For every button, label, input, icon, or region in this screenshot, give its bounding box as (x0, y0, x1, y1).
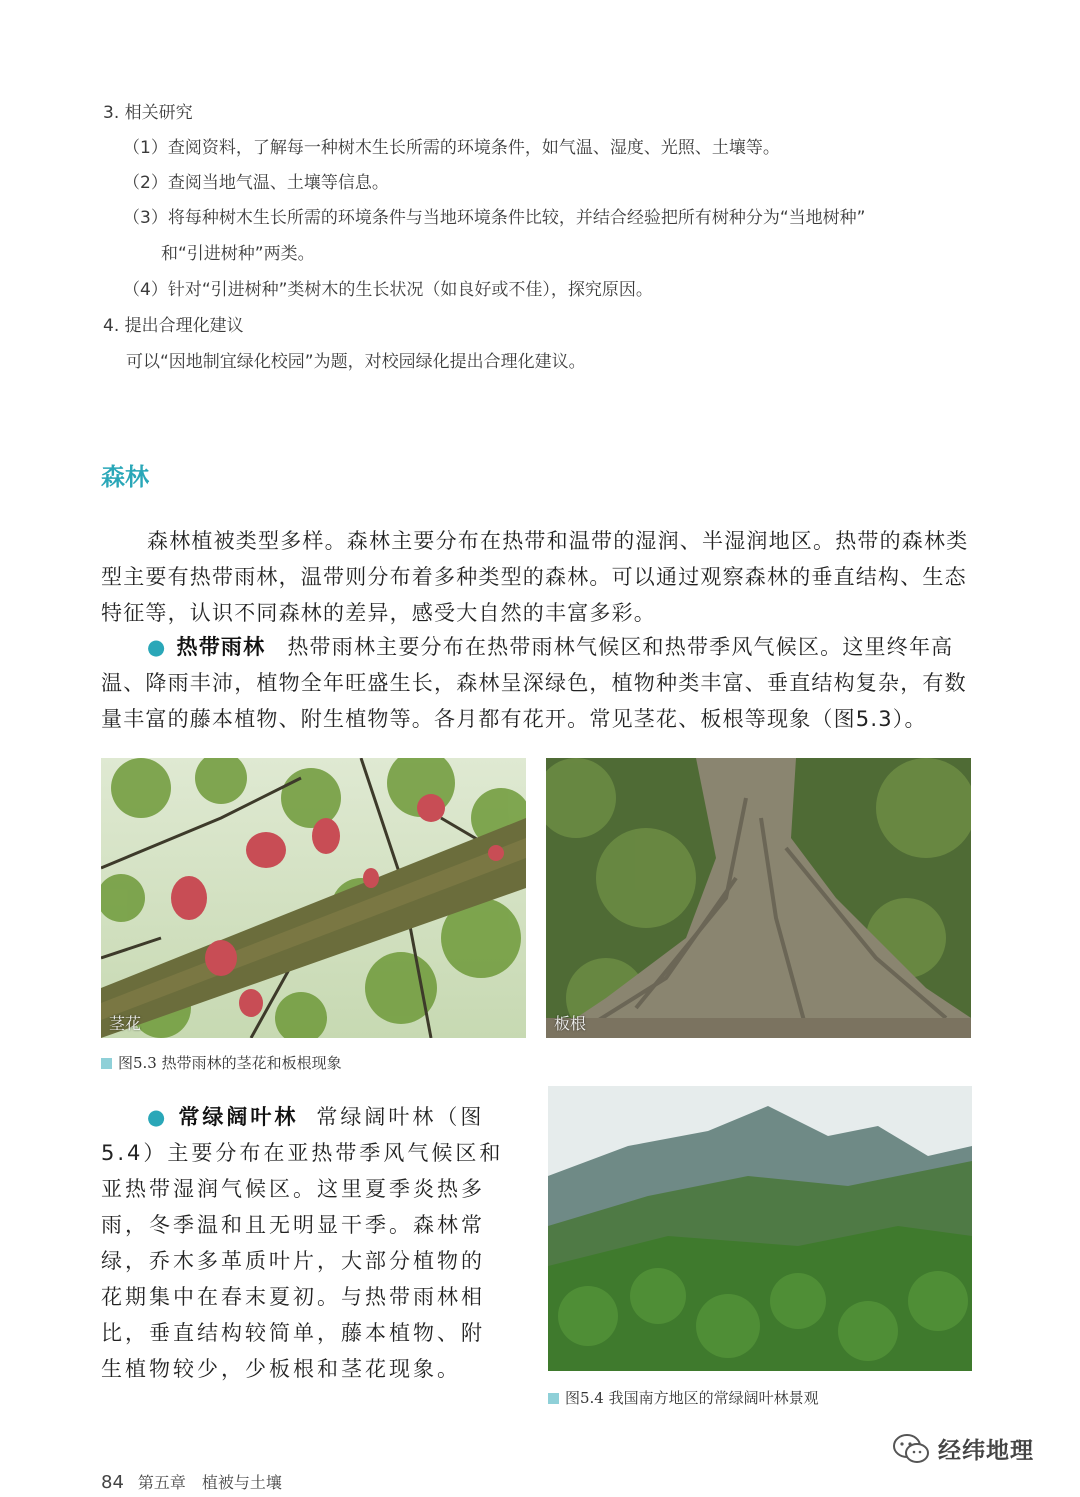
wechat-icon (892, 1433, 930, 1465)
caption-marker-icon (548, 1393, 559, 1404)
page-footer (101, 1470, 282, 1493)
buttress-roots-image (546, 758, 971, 1038)
evergreen-title: 常绿阔叶林 (178, 1105, 299, 1129)
bullet-icon: ● (147, 635, 167, 659)
section3-title: 3. 相关研究 (103, 103, 193, 123)
forest-intro-paragraph: 森林植被类型多样。森林主要分布在热带和温带的湿润、半湿润地区。热带的森林类型主要有热带雨林，温带则分布着多种类型的森林。可以通过观察森林的垂直结构、生态特征等，认识不同森林的差异，感受大自然的丰富多彩。 (101, 529, 969, 625)
evergreen-paragraph (101, 1099, 506, 1387)
photo-evergreen-forest (548, 1086, 972, 1371)
section3-item-2: （2）查阅当地气温、土壤等信息。 (123, 173, 389, 193)
photo-cauliflory (101, 758, 526, 1038)
rainforest-title: 热带雨林 (176, 635, 266, 659)
section3-item-4: （4）针对“引进树种”类树木的生长状况（如良好或不佳），探究原因。 (123, 280, 653, 300)
wechat-watermark (892, 1432, 1034, 1465)
chapter-title: 第五章 植被与土壤 (137, 1473, 282, 1492)
caption-marker-icon (101, 1058, 112, 1069)
section-heading-forest: 森林 (101, 463, 149, 491)
page-number: 84 (101, 1472, 124, 1493)
section3-item-1: （1）查阅资料，了解每一种树木生长所需的环境条件，如气温、湿度、光照、土壤等。 (123, 138, 780, 158)
cauliflory-image (101, 758, 526, 1038)
rainforest-paragraph (101, 629, 977, 737)
photo-label-buttress: 板根 (554, 1014, 587, 1033)
figure-5-4-caption: 图5.4 我国南方地区的常绿阔叶林景观 (548, 1387, 819, 1408)
figure-5-3-caption: 图5.3 热带雨林的茎花和板根现象 (101, 1052, 342, 1073)
section3-item-3-cont: 和“引进树种”两类。 (161, 244, 315, 264)
photo-label-cauliflory: 茎花 (109, 1014, 142, 1033)
watermark-text: 经纬地理 (938, 1438, 1034, 1464)
section3-item-3: （3）将每种树木生长所需的环境条件与当地环境条件比较，并结合经验把所有树种分为“当地树种” (123, 208, 866, 228)
evergreen-text: 常绿阔叶林（图5.4）主要分布在亚热带季风气候区和亚热带湿润气候区。这里夏季炎热多雨，冬季温和且无明显干季。森林常绿，乔木多革质叶片，大部分植物的花期集中在春末夏初。与热带雨林相比，垂直结构较简单，藤本植物、附生植物较少，少板根和茎花现象。 (101, 1105, 504, 1381)
photo-buttress-roots (546, 758, 971, 1038)
evergreen-forest-image (548, 1086, 972, 1371)
section4-title: 4. 提出合理化建议 (103, 316, 244, 336)
bullet-icon: ● (147, 1105, 169, 1129)
section4-text: 可以“因地制宜绿化校园”为题，对校园绿化提出合理化建议。 (126, 352, 586, 372)
rainforest-text: 热带雨林主要分布在热带雨林气候区和热带季风气候区。这里终年高温、降雨丰沛，植物全年旺盛生长，森林呈深绿色，植物种类丰富、垂直结构复杂，有数量丰富的藤本植物、附生植物等。各月都有花开。常见茎花、板根等现象（图5.3）。 (101, 635, 967, 731)
